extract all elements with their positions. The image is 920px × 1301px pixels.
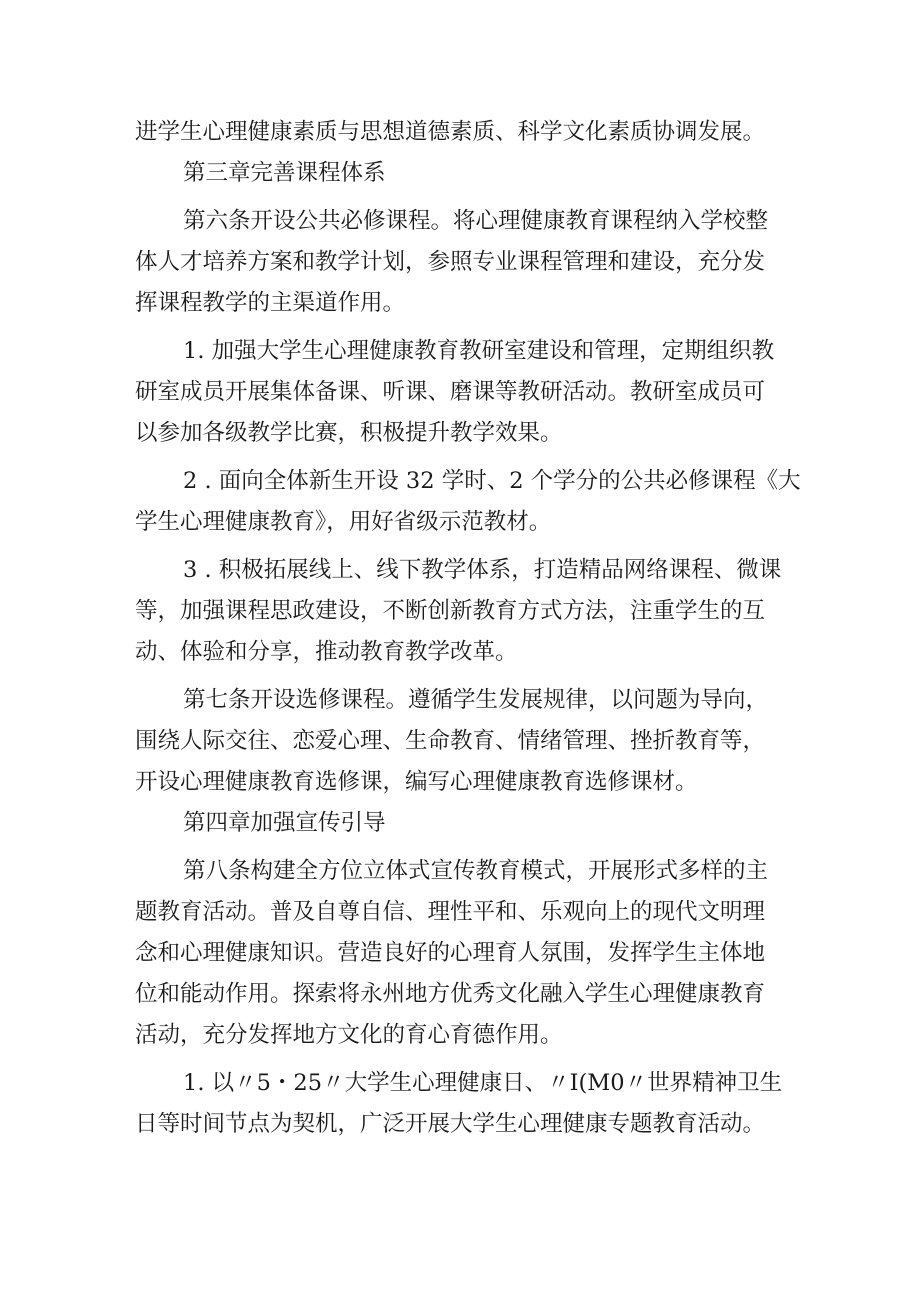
text-line: 第八条构建全方位立体式宣传教育模式，开展形式多样的主 — [183, 858, 769, 884]
text-line: 第四章加强宣传引导 — [183, 810, 386, 836]
paragraph-gap — [135, 673, 795, 680]
text-line: 进学生心理健康素质与思想道德素质、科学文化素质协调发展。 — [135, 119, 766, 145]
paragraph-gap — [135, 543, 795, 550]
text-line: 第六条开设公共必修课程。将心理健康教育课程纳入学校整 — [183, 208, 769, 234]
paragraph-gap — [135, 1056, 795, 1063]
text-line: 开设心理健康教育选修课，编写心理健康教育选修课材。 — [135, 769, 698, 795]
text-line: 等，加强课程思政建设，不断创新教育方式方法，注重学生的互 — [135, 598, 766, 624]
text-line: 1. 以〃5・25〃大学生心理健康日、〃I(M0〃世界精神卫生 — [183, 1070, 783, 1096]
text-line: 2 . 面向全体新生开设 32 学时、2 个学分的公共必修课程《大 — [183, 468, 801, 494]
text-line: 日等时间节点为契机，广泛开展大学生心理健康专题教育活动。 — [135, 1111, 766, 1137]
text-line: 挥课程教学的主渠道作用。 — [135, 290, 406, 316]
paragraph-gap — [135, 454, 795, 461]
paragraph-gap — [135, 844, 795, 851]
text-line: 体人才培养方案和教学计划，参照专业课程管理和建设，充分发 — [135, 249, 766, 275]
text-line: 以参加各级教学比赛，积极提升教学效果。 — [135, 420, 563, 446]
paragraph-gap — [135, 324, 795, 331]
text-line: 学生心理健康教育》，用好省级示范教材。 — [135, 509, 552, 535]
text-line: 念和心理健康知识。营造良好的心理育人氛围，发挥学生主体地 — [135, 940, 766, 966]
paragraph-gap — [135, 194, 795, 201]
text-line: 围绕人际交往、恋爱心理、生命教育、情绪管理、挫折教育等， — [135, 728, 766, 754]
text-line: 位和能动作用。探索将永州地方优秀文化融入学生心理健康教育 — [135, 981, 766, 1007]
document-body — [135, 112, 801, 1145]
text-line: 3 . 积极拓展线上、线下教学体系，打造精品网络课程、微课 — [183, 557, 782, 583]
text-line: 活动，充分发挥地方文化的育心育德作用。 — [135, 1022, 563, 1048]
text-line: 研室成员开展集体备课、听课、磨课等教研活动。教研室成员可 — [135, 379, 766, 405]
text-line: 动、体验和分享，推动教育教学改革。 — [135, 639, 518, 665]
text-line: 第三章完善课程体系 — [183, 160, 386, 186]
text-line: 1. 加强大学生心理健康教育教研室建设和管理，定期组织教 — [183, 338, 775, 364]
text-line: 第七条开设选修课程。遵循学生发展规律，以问题为导向， — [183, 687, 769, 713]
text-line: 题教育活动。普及自尊自信、理性平和、乐观向上的现代文明理 — [135, 899, 766, 925]
